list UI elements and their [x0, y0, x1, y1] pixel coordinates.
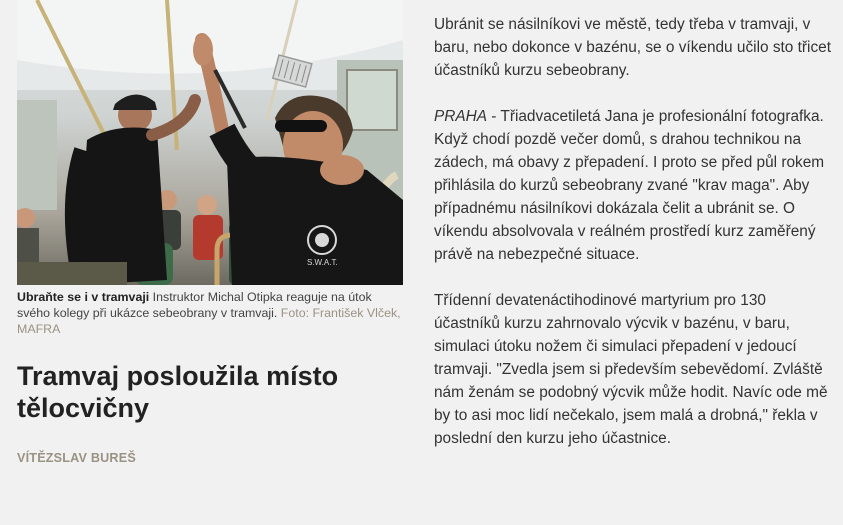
article-paragraph-1: [434, 105, 834, 266]
article-paragraph-1-text: - Třiadvacetiletá Jana je profesionální fotografka. Když chodí pozdě večer domů, s drahou technikou na zádech, má obavy z přepadení. I proto se před půl rokem přihlásila do kurzů sebeobrany zvané "krav maga". Aby případnému násilníkovi dokázala čelit a ubránit se. O víkendu absolvovala v reálném prostředí kurz zaměřený právě na nebezpečné situace.: [434, 108, 825, 263]
tram-scene-illustration: [17, 0, 403, 285]
article-headline: Tramvaj posloužila místo tělocvičny: [17, 361, 339, 423]
caption-text: Instruktor Michal Otipka reaguje na útok svého kolegy při ukázce sebeobrany v tramvaji.: [17, 290, 372, 320]
article-paragraph-2: Třídenní devatenáctihodinové martyrium pro 130 účastníků kurzu zahrnovalo výcvik v bazénu, v baru, simulaci útoku nožem či simulaci přepadení v jedoucí tramvaji. "Zvedla jsem si především sebevědomí. Zvláště nám ženám se podobný výcvik může hodit. Navíc ode mě by to asi moc lidí nečekalo, jsem malá a drobná," řekla v poslední den kurzu jeho účastnice.: [434, 292, 828, 447]
article-lead: Ubránit se násilníkovi ve městě, tedy třeba v tramvaji, v baru, nebo dokonce v bazénu, se o víkendu učilo sto třicet účastníků kurzu sebeobrany.: [434, 16, 831, 79]
shirt-text: S.W.A.T.: [307, 258, 338, 267]
photo-caption: [17, 289, 403, 337]
caption-title: Ubraňte se i v tramvaji: [17, 290, 150, 304]
article-photo[interactable]: [17, 0, 403, 285]
author-name[interactable]: VÍTĚZSLAV BUREŠ: [17, 451, 136, 465]
article-dateline: PRAHA: [434, 108, 488, 125]
caption-credit: Foto: František Vlček, MAFRA: [17, 306, 401, 336]
article-body: [434, 13, 834, 473]
